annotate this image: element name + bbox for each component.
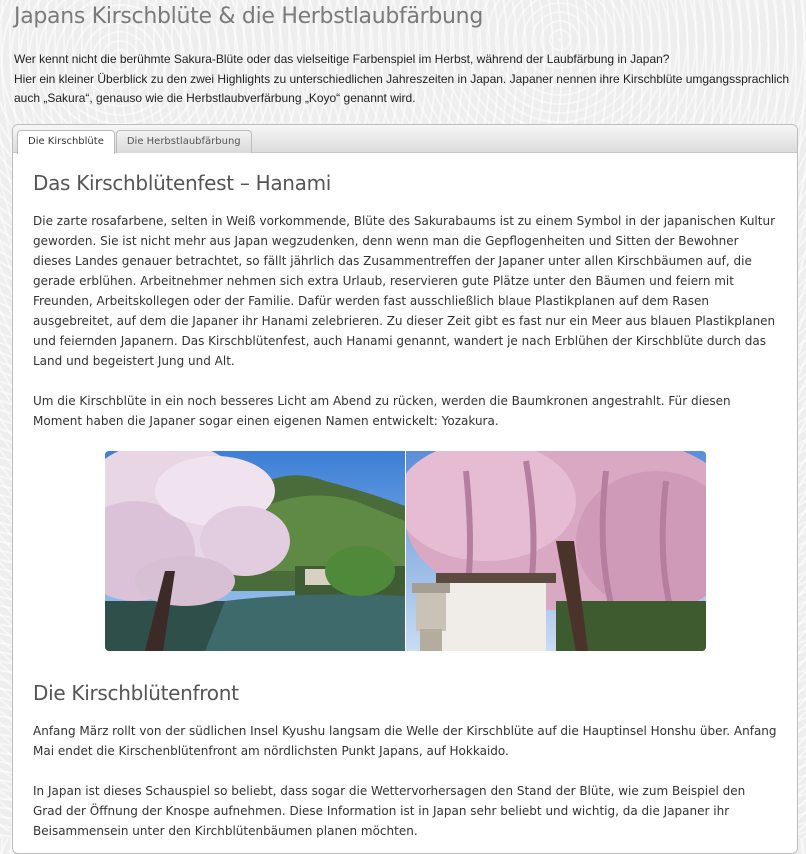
paragraph-hanami-2: Um die Kirschblüte in ein noch besseres Licht am Abend zu rücken, werden die Baumkronen angestrahlt. Für diesen Moment haben die Japaner sogar einen eigenen Namen entwickelt: Yozakura. bbox=[33, 394, 731, 428]
tab-bar bbox=[13, 125, 797, 153]
paragraph-front-2: In Japan ist dieses Schauspiel so beliebt, dass sogar die Wettervorhersagen den Stand der Blüte, wie zum Beispiel den Grad der Öffnung der Knospe aufnehmen. Diese Information ist in Japan sehr beliebt und wichtig, da die Japaner ihr Beisammensein unter den Kirchblütenbäumen planen möchten. bbox=[33, 784, 746, 838]
section-title-hanami: Das Kirschblütenfest – Hanami bbox=[33, 171, 332, 195]
section-title-kirschbluetenfront: Die Kirschblütenfront bbox=[33, 681, 239, 705]
intro-line-1: Wer kennt nicht die berühmte Sakura-Blüte oder das vielseitige Farbenspiel im Herbst, während der Laubfärbung in Japan? bbox=[14, 52, 670, 66]
paragraph-front-1: Anfang März rollt von der südlichen Insel Kyushu langsam die Welle der Kirschblüte auf die Hauptinsel Honshu über. Anfang Mai endet die Kirschenblütenfront am nördlichsten Punkt Japans, auf Hokkaido. bbox=[33, 724, 777, 758]
photo-weeping-cherry bbox=[406, 451, 706, 651]
tab-panel bbox=[12, 124, 798, 854]
intro-line-2: Hier ein kleiner Überblick zu den zwei Highlights zu unterschiedlichen Jahreszeiten in Japan. Japaner nennen ihre Kirschblüte umgangssprachlich auch „Sakura“, genauso wie die Herbstlaubverfärbung „Koyo“ genannt wird. bbox=[14, 71, 790, 105]
tab-herbstlaubfaerbung[interactable]: Die Herbstlaubfärbung bbox=[116, 130, 252, 153]
tab-content bbox=[13, 153, 797, 841]
paragraph-hanami-1: Die zarte rosafarbene, selten in Weiß vorkommende, Blüte des Sakurabaums ist zu einem Symbol in der japanischen Kultur geworden. Sie ist nicht mehr aus Japan wegzudenken, denn wenn man die Gepflogenheiten und Sitten der Bewohner dieses Landes genauer betrachtet, so fällt jährlich das Zusammentreffen der Japaner unter allen Kirschbäumen auf, die gerade erblühen. Arbeitnehmer nehmen sich extra Urlaub, reservieren gute Plätze unter den Bäumen und feiern mit Freunden, Arbeitskollegen oder der Familie. Dafür werden fast ausschließlich blaue Plastikplanen auf dem Rasen ausgebreitet, auf dem die Japaner ihr Hanami zelebrieren. Zu dieser Zeit gibt es fast nur ein Meer aus blauen Plastikplanen und feiernden Japanern. Das Kirschblütenfest, auch Hanami genannt, wandert je nach Erblühen der Kirschblüte durch das Land und begeistert Jung und Alt. bbox=[33, 214, 776, 368]
photo-strip bbox=[105, 451, 706, 651]
tab-kirschbluete[interactable]: Die Kirschblüte bbox=[17, 130, 115, 154]
photo-cherry-river bbox=[105, 451, 405, 651]
intro-text bbox=[14, 50, 794, 109]
page-title: Japans Kirschblüte & die Herbstlaubfärbung bbox=[14, 4, 483, 29]
